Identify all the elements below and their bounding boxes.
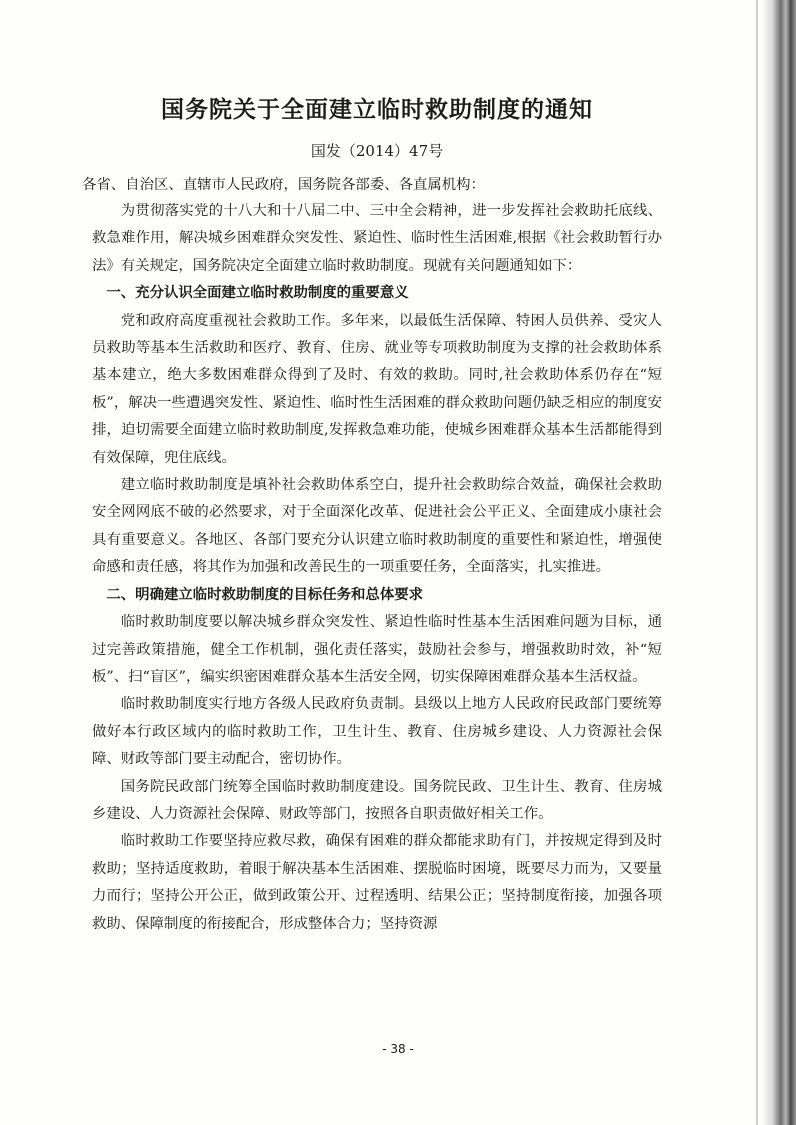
document-number: 国发（2014）47号 <box>310 142 444 160</box>
intro-paragraph: 为贯彻落实党的十八大和十八届二中、三中全会精神，进一步发挥社会救助托底线、救急难作用，解决城乡困难群众突发性、紧迫性、临时性生活困难,根据《社会救助暂行办法》有关规定，国务院决定全面建立临时救助制度。现就有关问题通知如下： <box>92 203 662 274</box>
section-2-paragraph: 临时救助制度要以解决城乡群众突发性、紧迫性临时性基本生活困难问题为目标，通过完善政策措施，健全工作机制，强化责任落实，鼓励社会参与，增强救助时效，补“短板”、扫“盲区”，编实织密困难群众基本生活安全网，切实保障困难群众基本生活权益。 <box>92 614 662 685</box>
section-2-paragraph: 临时救助工作要坚持应救尽救，确保有困难的群众都能求助有门，并按规定得到及时救助；坚持适度救助，着眼于解决基本生活困难、摆脱临时困境，既要尽力而为，又要量力而行；坚持公开公正，做到政策公开、过程透明、结果公正；坚持制度衔接，加强各项救助、保障制度的衔接配合，形成整体合力；坚持资源 <box>92 833 662 932</box>
document-body <box>82 92 662 938</box>
binding-shadow <box>762 0 796 1125</box>
binding-line <box>756 0 758 1125</box>
section-heading-2: 二、明确建立临时救助制度的目标任务和总体要求 <box>106 586 423 603</box>
section-1-paragraph: 党和政府高度重视社会救助工作。多年来，以最低生活保障、特困人员供养、受灾人员救助等基本生活救助和医疗、教育、住房、就业等专项救助制度为支撑的社会救助体系基本建立，绝大多数困难群众得到了及时、有效的救助。同时,社会救助体系仍存在“短板”，解决一些遭遇突发性、紧迫性、临时性生活困难的群众救助问题仍缺乏相应的制度安排，迫切需要全面建立临时救助制度,发挥救急难功能，使城乡困难群众基本生活都能得到有效保障，兜住底线。 <box>92 312 662 466</box>
section-2-paragraph: 临时救助制度实行地方各级人民政府负责制。县级以上地方人民政府民政部门要统筹做好本行政区域内的临时救助工作，卫生计生、教育、住房城乡建设、人力资源社会保障、财政等部门要主动配合，密切协作。 <box>92 696 662 768</box>
section-2-paragraph: 国务院民政部门统筹全国临时救助制度建设。国务院民政、卫生计生、教育、住房城乡建设、人力资源社会保障、财政等部门，按照各自职责做好相关工作。 <box>92 778 662 822</box>
document-title: 国务院关于全面建立临时救助制度的通知 <box>161 97 593 123</box>
page-number: - 38 - <box>382 1042 414 1056</box>
section-heading-1: 一、充分认识全面建立临时救助制度的重要意义 <box>106 285 409 302</box>
addressee: 各省、自治区、直辖市人民政府，国务院各部委、各直属机构： <box>82 177 485 193</box>
section-1-paragraph: 建立临时救助制度是填补社会救助体系空白，提升社会救助综合效益，确保社会救助安全网网底不破的必然要求，对于全面深化改革、促进社会公平正义、全面建成小康社会具有重要意义。各地区、各部门要充分认识建立临时救助制度的重要性和紧迫性，增强使命感和责任感，将其作为加强和改善民生的一项重要任务，全面落实，扎实推进。 <box>92 477 662 576</box>
